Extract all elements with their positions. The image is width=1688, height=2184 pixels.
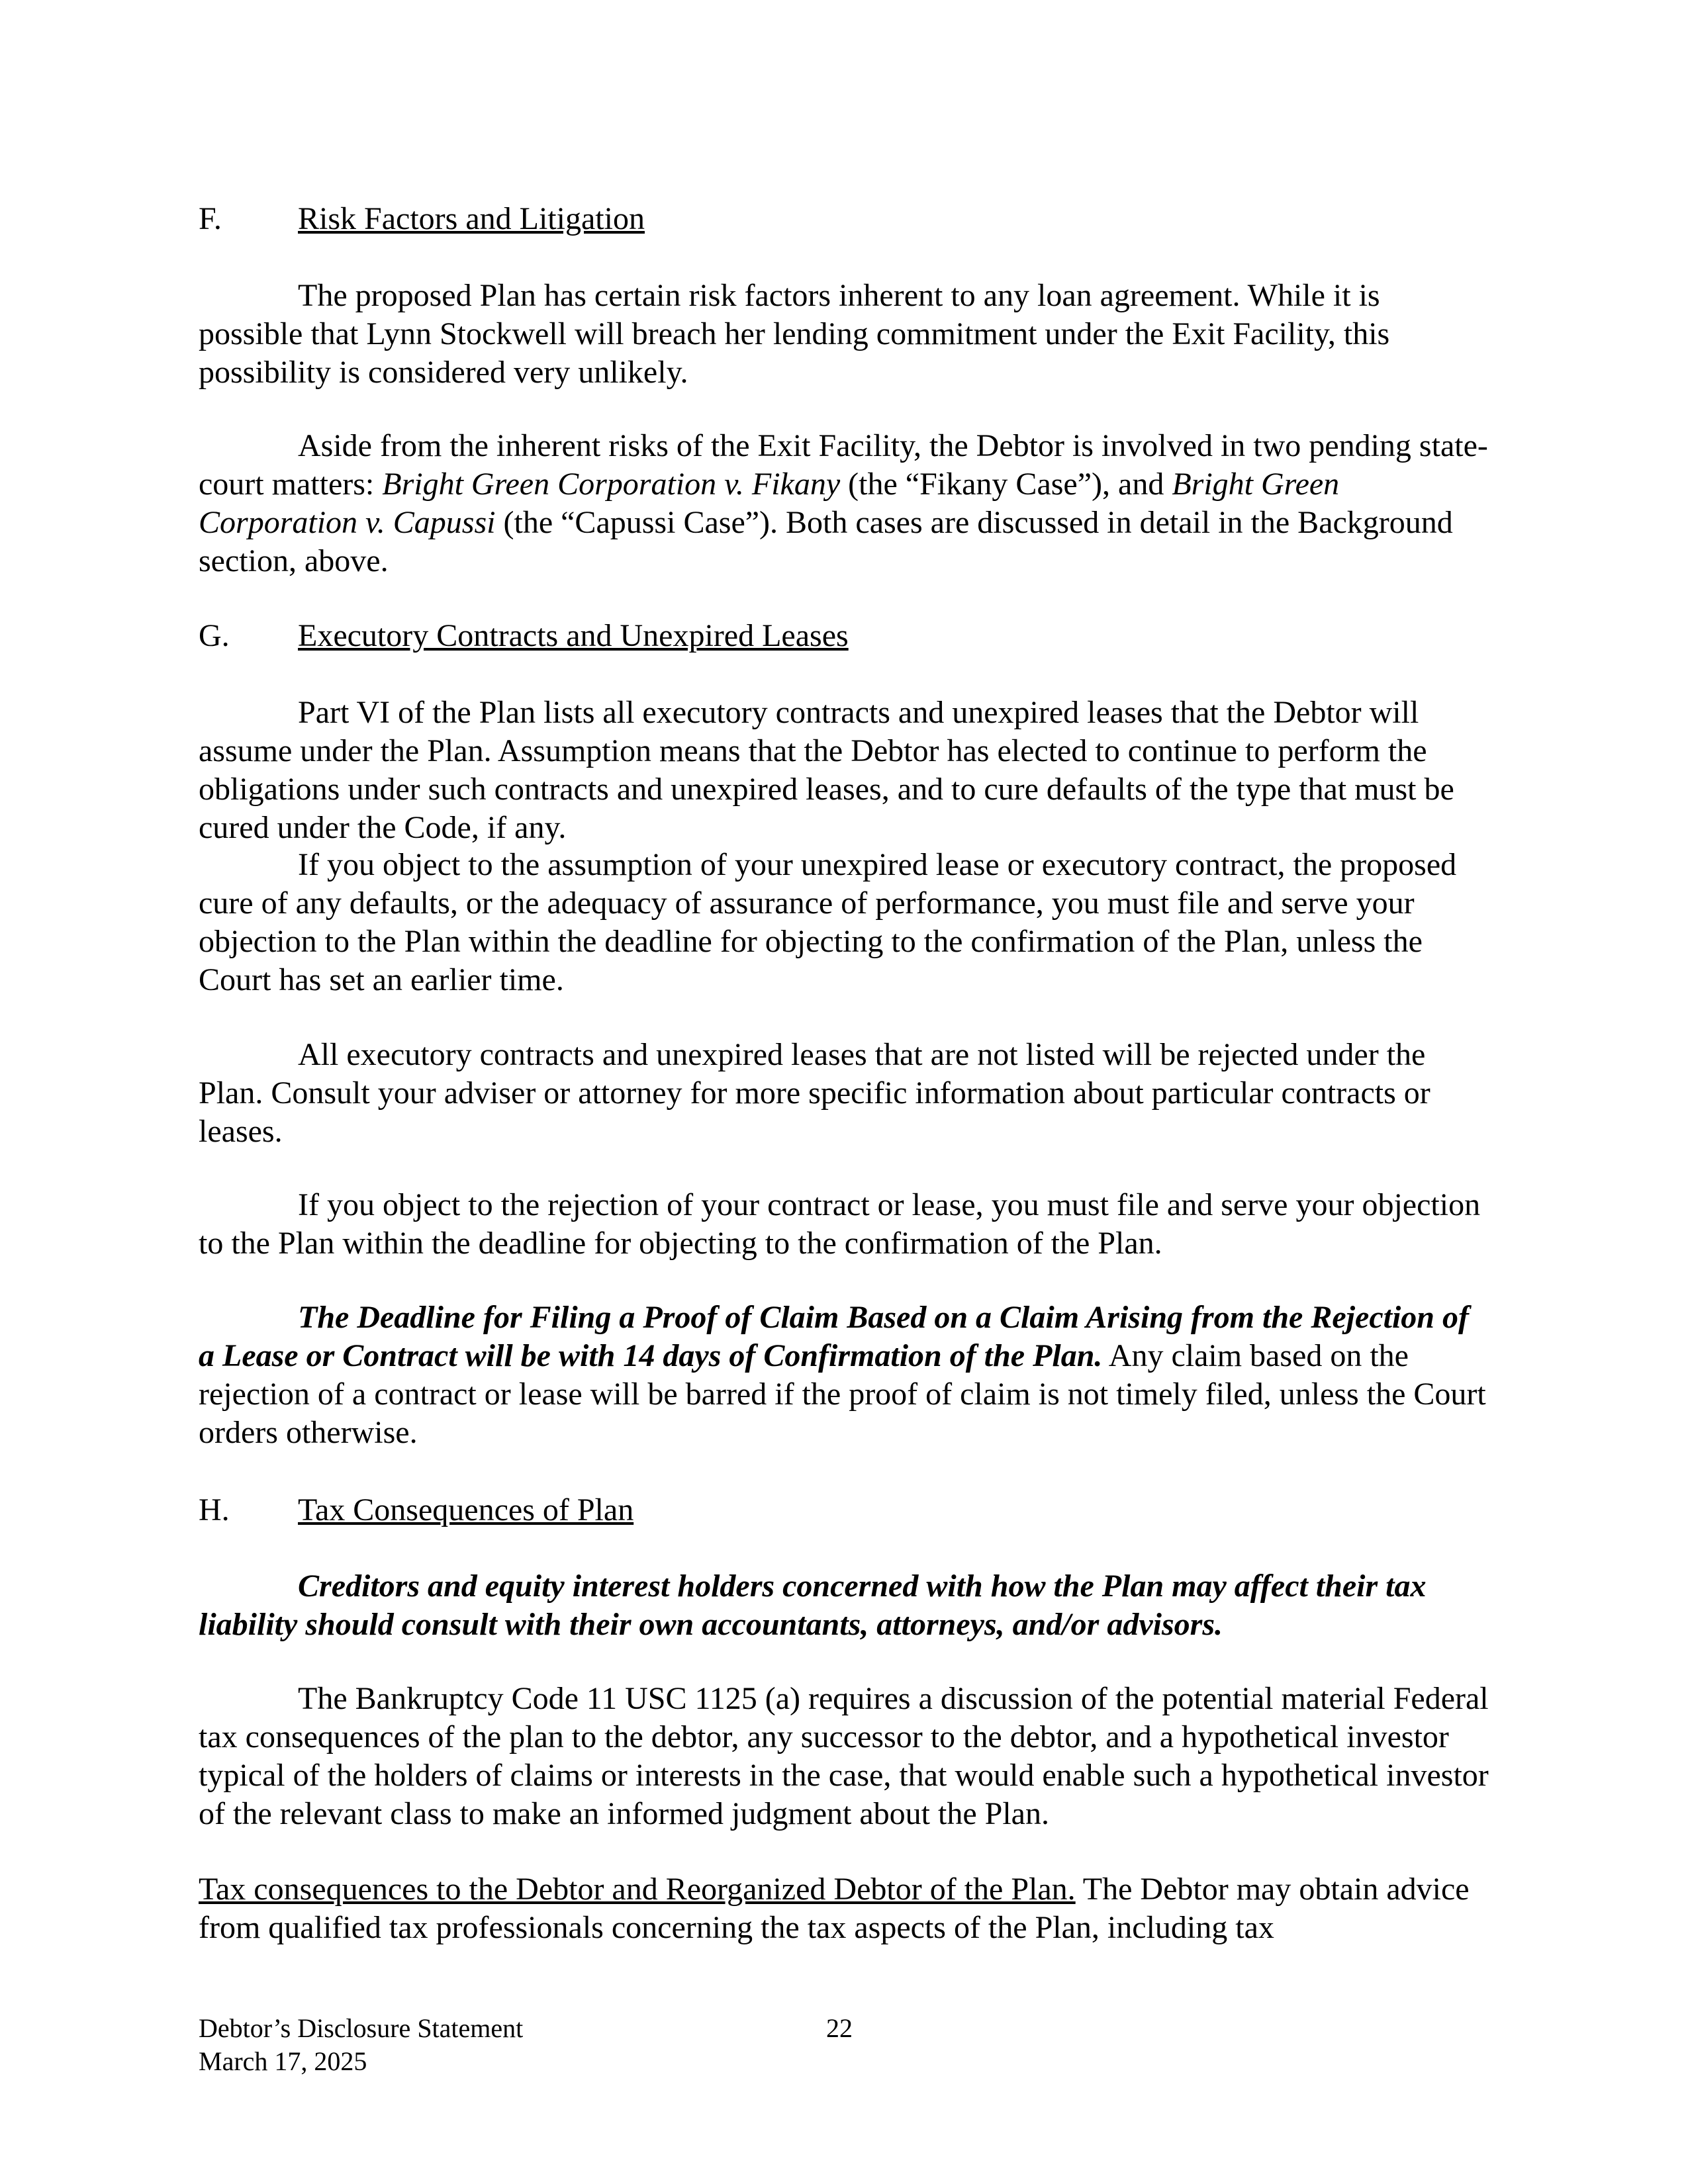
section-h-paragraph-1: Creditors and equity interest holders concerned with how the Plan may affect their tax liability should consult with their own accountants, attorneys, and/or advisors. xyxy=(199,1569,1427,1642)
section-g-heading xyxy=(199,617,1489,655)
section-f-paragraph-2 xyxy=(199,427,1489,580)
section-f-p2-text-3: (the “Capussi Case”). Both cases are discussed in detail in the Background section, above. xyxy=(199,505,1453,578)
footer-document-title: Debtor’s Disclosure Statement xyxy=(199,2013,524,2043)
section-g-paragraph-5 xyxy=(199,1298,1489,1452)
section-f-heading xyxy=(199,200,1489,238)
section-h-paragraph-2: The Bankruptcy Code 11 USC 1125 (a) requires a discussion of the potential material Federal tax consequences of the plan to the debtor, any successor to the debtor, and a hypothetical investor typical of the holders of claims or interests in the case, that would enable such a hypothetical investor of the relevant class to make an informed judgment about the Plan. xyxy=(199,1681,1489,1831)
section-g-paragraph-3: All executory contracts and unexpired leases that are not listed will be rejected under the Plan. Consult your adviser or attorney for more specific information about particular contracts or leases. xyxy=(199,1037,1430,1149)
section-g-paragraph-2: If you object to the assumption of your unexpired lease or executory contract, the proposed cure of any defaults, or the adequacy of assurance of performance, you must file and serve your objection to the Plan within the deadline for objecting to the confirmation of the Plan, unless the Court has set an earlier time. xyxy=(199,847,1457,997)
capussi-case-name: Bright Green Corporation v. Capussi xyxy=(199,467,1340,540)
section-h-paragraph-3 xyxy=(199,1870,1489,1947)
section-h-heading xyxy=(199,1491,1489,1529)
section-f-p2-text-2: (the “Fikany Case”), and xyxy=(840,467,1172,502)
page-number: 22 xyxy=(826,2013,853,2043)
section-g-letter: G. xyxy=(199,618,230,653)
rejection-claim-deadline-notice: The Deadline for Filing a Proof of Claim Based on a Claim Arising from the Rejection of a Lease or Contract will be with 14 days of Confirmation of the Plan. xyxy=(199,1300,1469,1373)
section-g-paragraph-1: Part VI of the Plan lists all executory contracts and unexpired leases that the Debtor will assume under the Plan. Assumption means that the Debtor has elected to continue to perform the obligations under such contracts and unexpired leases, and to cure defaults of the type that must be cured under the Code, if any. xyxy=(199,695,1454,845)
section-f-letter: F. xyxy=(199,201,222,236)
section-h-letter: H. xyxy=(199,1492,230,1527)
section-g-title: Executory Contracts and Unexpired Leases xyxy=(298,618,849,653)
section-g-paragraph-4: If you object to the rejection of your contract or lease, you must file and serve your objection to the Plan within the deadline for objecting to the confirmation of the Plan. xyxy=(199,1187,1481,1261)
footer-date: March 17, 2025 xyxy=(199,2046,367,2076)
section-f-title: Risk Factors and Litigation xyxy=(298,201,645,236)
section-h-p3-text: The Debtor may obtain advice from qualified tax professionals concerning the tax aspects of the Plan, including tax xyxy=(199,1872,1470,1945)
section-f-p2-text-1: Aside from the inherent risks of the Exit Facility, the Debtor is involved in two pending state-court matters: xyxy=(199,428,1488,502)
page-footer xyxy=(199,2012,523,2078)
section-g-p5-text: Any claim based on the rejection of a contract or lease will be barred if the proof of claim is not timely filed, unless the Court orders otherwise. xyxy=(199,1338,1486,1450)
tax-consequences-subheading: Tax consequences to the Debtor and Reorganized Debtor of the Plan. xyxy=(199,1872,1076,1907)
section-h-title: Tax Consequences of Plan xyxy=(298,1492,634,1527)
fikany-case-name: Bright Green Corporation v. Fikany xyxy=(382,467,841,502)
section-f-paragraph-1: The proposed Plan has certain risk factors inherent to any loan agreement. While it is possible that Lynn Stockwell will breach her lending commitment under the Exit Facility, this possibility is considered very unlikely. xyxy=(199,278,1390,390)
